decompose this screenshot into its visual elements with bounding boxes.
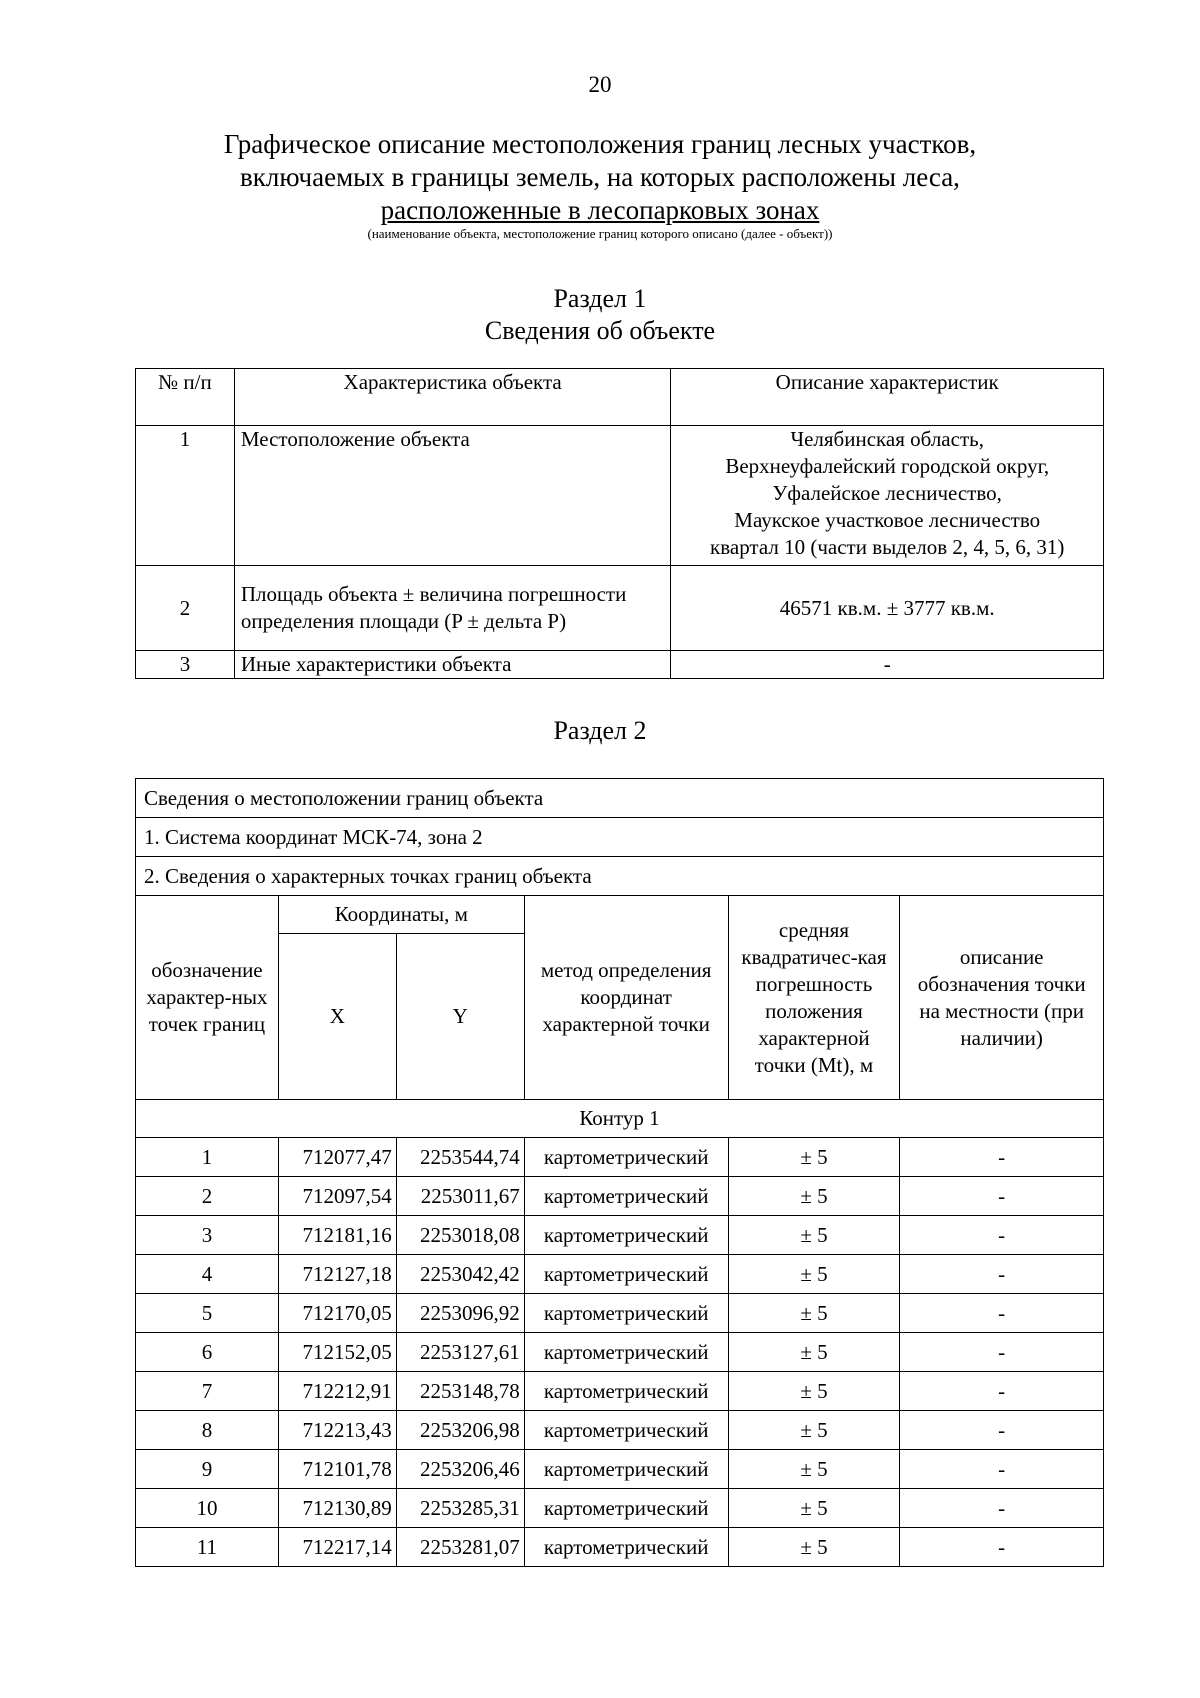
- point-number: 4: [136, 1255, 279, 1294]
- point-method: картометрический: [524, 1411, 728, 1450]
- table-row: [136, 1294, 1104, 1333]
- point-number: 11: [136, 1528, 279, 1567]
- point-error: ± 5: [728, 1333, 900, 1372]
- point-error: ± 5: [728, 1450, 900, 1489]
- row-description: 46571 кв.м. ± 3777 кв.м.: [671, 566, 1104, 651]
- row-characteristic: Местоположение объекта: [234, 426, 671, 566]
- table-row: [136, 1489, 1104, 1528]
- table-header-row: [136, 896, 1104, 934]
- point-method: картометрический: [524, 1177, 728, 1216]
- point-y: 2253544,74: [396, 1138, 524, 1177]
- point-y: 2253096,92: [396, 1294, 524, 1333]
- section1-heading: Раздел 1: [553, 284, 647, 313]
- table-row: [136, 1333, 1104, 1372]
- point-description: -: [900, 1528, 1104, 1567]
- point-x: 712217,14: [278, 1528, 396, 1567]
- point-x: 712212,91: [278, 1372, 396, 1411]
- point-description: -: [900, 1411, 1104, 1450]
- point-y: 2253018,08: [396, 1216, 524, 1255]
- point-method: картометрический: [524, 1216, 728, 1255]
- table-row: [136, 1138, 1104, 1177]
- point-y: 2253206,98: [396, 1411, 524, 1450]
- table-row: [136, 1372, 1104, 1411]
- point-x: 712152,05: [278, 1333, 396, 1372]
- description-line: Уфалейское лесничество,: [772, 481, 1002, 505]
- point-error: ± 5: [728, 1255, 900, 1294]
- contour-row: [136, 1100, 1104, 1138]
- description-line: Маукское участковое лесничество: [734, 508, 1041, 532]
- point-description: -: [900, 1489, 1104, 1528]
- info-row: [136, 779, 1104, 818]
- point-x: 712077,47: [278, 1138, 396, 1177]
- point-description: -: [900, 1294, 1104, 1333]
- row-characteristic: Иные характеристики объекта: [234, 651, 671, 679]
- point-description: -: [900, 1450, 1104, 1489]
- contour-label: Контур 1: [136, 1100, 1104, 1138]
- header-designation: обозначение характер-ных точек границ: [136, 896, 279, 1100]
- point-error: ± 5: [728, 1177, 900, 1216]
- table-row: [136, 651, 1104, 679]
- points-title: 2. Сведения о характерных точках границ объекта: [136, 857, 1104, 896]
- point-method: картометрический: [524, 1333, 728, 1372]
- table-row: [136, 426, 1104, 566]
- table-row: [136, 1216, 1104, 1255]
- point-error: ± 5: [728, 1294, 900, 1333]
- coord-system: 1. Система координат МСК-74, зона 2: [136, 818, 1104, 857]
- point-method: картометрический: [524, 1489, 728, 1528]
- point-y: 2253281,07: [396, 1528, 524, 1567]
- point-error: ± 5: [728, 1138, 900, 1177]
- table-row: [136, 1528, 1104, 1567]
- boundary-points-table: [135, 778, 1104, 1567]
- point-x: 712130,89: [278, 1489, 396, 1528]
- header-coordinates: Координаты, м: [278, 896, 524, 934]
- row-characteristic: Площадь объекта ± величина погрешности определения площади (P ± дельта P): [234, 566, 671, 651]
- point-y: 2253285,31: [396, 1489, 524, 1528]
- point-method: картометрический: [524, 1294, 728, 1333]
- table-row: [136, 1450, 1104, 1489]
- description-line: Челябинская область,: [790, 427, 984, 451]
- point-number: 10: [136, 1489, 279, 1528]
- table-row: [136, 566, 1104, 651]
- point-description: -: [900, 1255, 1104, 1294]
- point-method: картометрический: [524, 1528, 728, 1567]
- point-number: 5: [136, 1294, 279, 1333]
- point-number: 3: [136, 1216, 279, 1255]
- point-y: 2253042,42: [396, 1255, 524, 1294]
- point-description: -: [900, 1372, 1104, 1411]
- header-x: X: [278, 934, 396, 1100]
- page-number: 20: [588, 72, 612, 97]
- row-num: 3: [136, 651, 235, 679]
- point-method: картометрический: [524, 1450, 728, 1489]
- point-y: 2253148,78: [396, 1372, 524, 1411]
- info-row: [136, 818, 1104, 857]
- header-characteristic: Характеристика объекта: [234, 369, 671, 426]
- info-row: [136, 857, 1104, 896]
- point-error: ± 5: [728, 1216, 900, 1255]
- description-line: Верхнеуфалейский городской округ,: [725, 454, 1050, 478]
- point-number: 7: [136, 1372, 279, 1411]
- point-x: 712170,05: [278, 1294, 396, 1333]
- point-number: 1: [136, 1138, 279, 1177]
- header-description: Описание характеристик: [671, 369, 1104, 426]
- title-line-2: включаемых в границы земель, на которых расположены леса,: [240, 162, 960, 192]
- title-line-1: Графическое описание местоположения границ лесных участков,: [223, 129, 977, 159]
- point-y: 2253206,46: [396, 1450, 524, 1489]
- point-method: картометрический: [524, 1372, 728, 1411]
- point-error: ± 5: [728, 1372, 900, 1411]
- object-info-table: [135, 368, 1104, 679]
- point-error: ± 5: [728, 1411, 900, 1450]
- info-title: Сведения о местоположении границ объекта: [136, 779, 1104, 818]
- header-y: Y: [396, 934, 524, 1100]
- row-num: 2: [136, 566, 235, 651]
- point-method: картометрический: [524, 1138, 728, 1177]
- point-x: 712101,78: [278, 1450, 396, 1489]
- title-object-name: расположенные в лесопарковых зонах: [380, 195, 820, 225]
- point-number: 8: [136, 1411, 279, 1450]
- point-method: картометрический: [524, 1255, 728, 1294]
- point-number: 6: [136, 1333, 279, 1372]
- table-row: [136, 1411, 1104, 1450]
- point-number: 2: [136, 1177, 279, 1216]
- point-description: -: [900, 1177, 1104, 1216]
- point-number: 9: [136, 1450, 279, 1489]
- header-error: средняя квадратичес-кая погрешность положения характерной точки (Mt), м: [728, 896, 900, 1100]
- point-description: -: [900, 1216, 1104, 1255]
- row-description: [671, 426, 1104, 566]
- header-num: № п/п: [136, 369, 235, 426]
- table-header-row: [136, 369, 1104, 426]
- point-y: 2253127,61: [396, 1333, 524, 1372]
- section2-heading: Раздел 2: [553, 716, 647, 745]
- header-method: метод определения координат характерной точки: [524, 896, 728, 1100]
- point-y: 2253011,67: [396, 1177, 524, 1216]
- point-error: ± 5: [728, 1528, 900, 1567]
- document-title: [100, 128, 1100, 227]
- point-x: 712213,43: [278, 1411, 396, 1450]
- point-description: -: [900, 1333, 1104, 1372]
- title-line-3: [100, 194, 1100, 227]
- section1-subheading: Сведения об объекте: [484, 316, 716, 345]
- table-row: [136, 1255, 1104, 1294]
- description-line: квартал 10 (части выделов 2, 4, 5, 6, 31): [710, 535, 1065, 559]
- point-error: ± 5: [728, 1489, 900, 1528]
- title-note: (наименование объекта, местоположение границ которого описано (далее - объект)): [367, 226, 833, 241]
- point-description: -: [900, 1138, 1104, 1177]
- point-x: 712127,18: [278, 1255, 396, 1294]
- point-x: 712181,16: [278, 1216, 396, 1255]
- table-row: [136, 1177, 1104, 1216]
- point-x: 712097,54: [278, 1177, 396, 1216]
- header-point-description: описание обозначения точки на местности (при наличии): [900, 896, 1104, 1100]
- row-description: -: [671, 651, 1104, 679]
- row-num: 1: [136, 426, 235, 566]
